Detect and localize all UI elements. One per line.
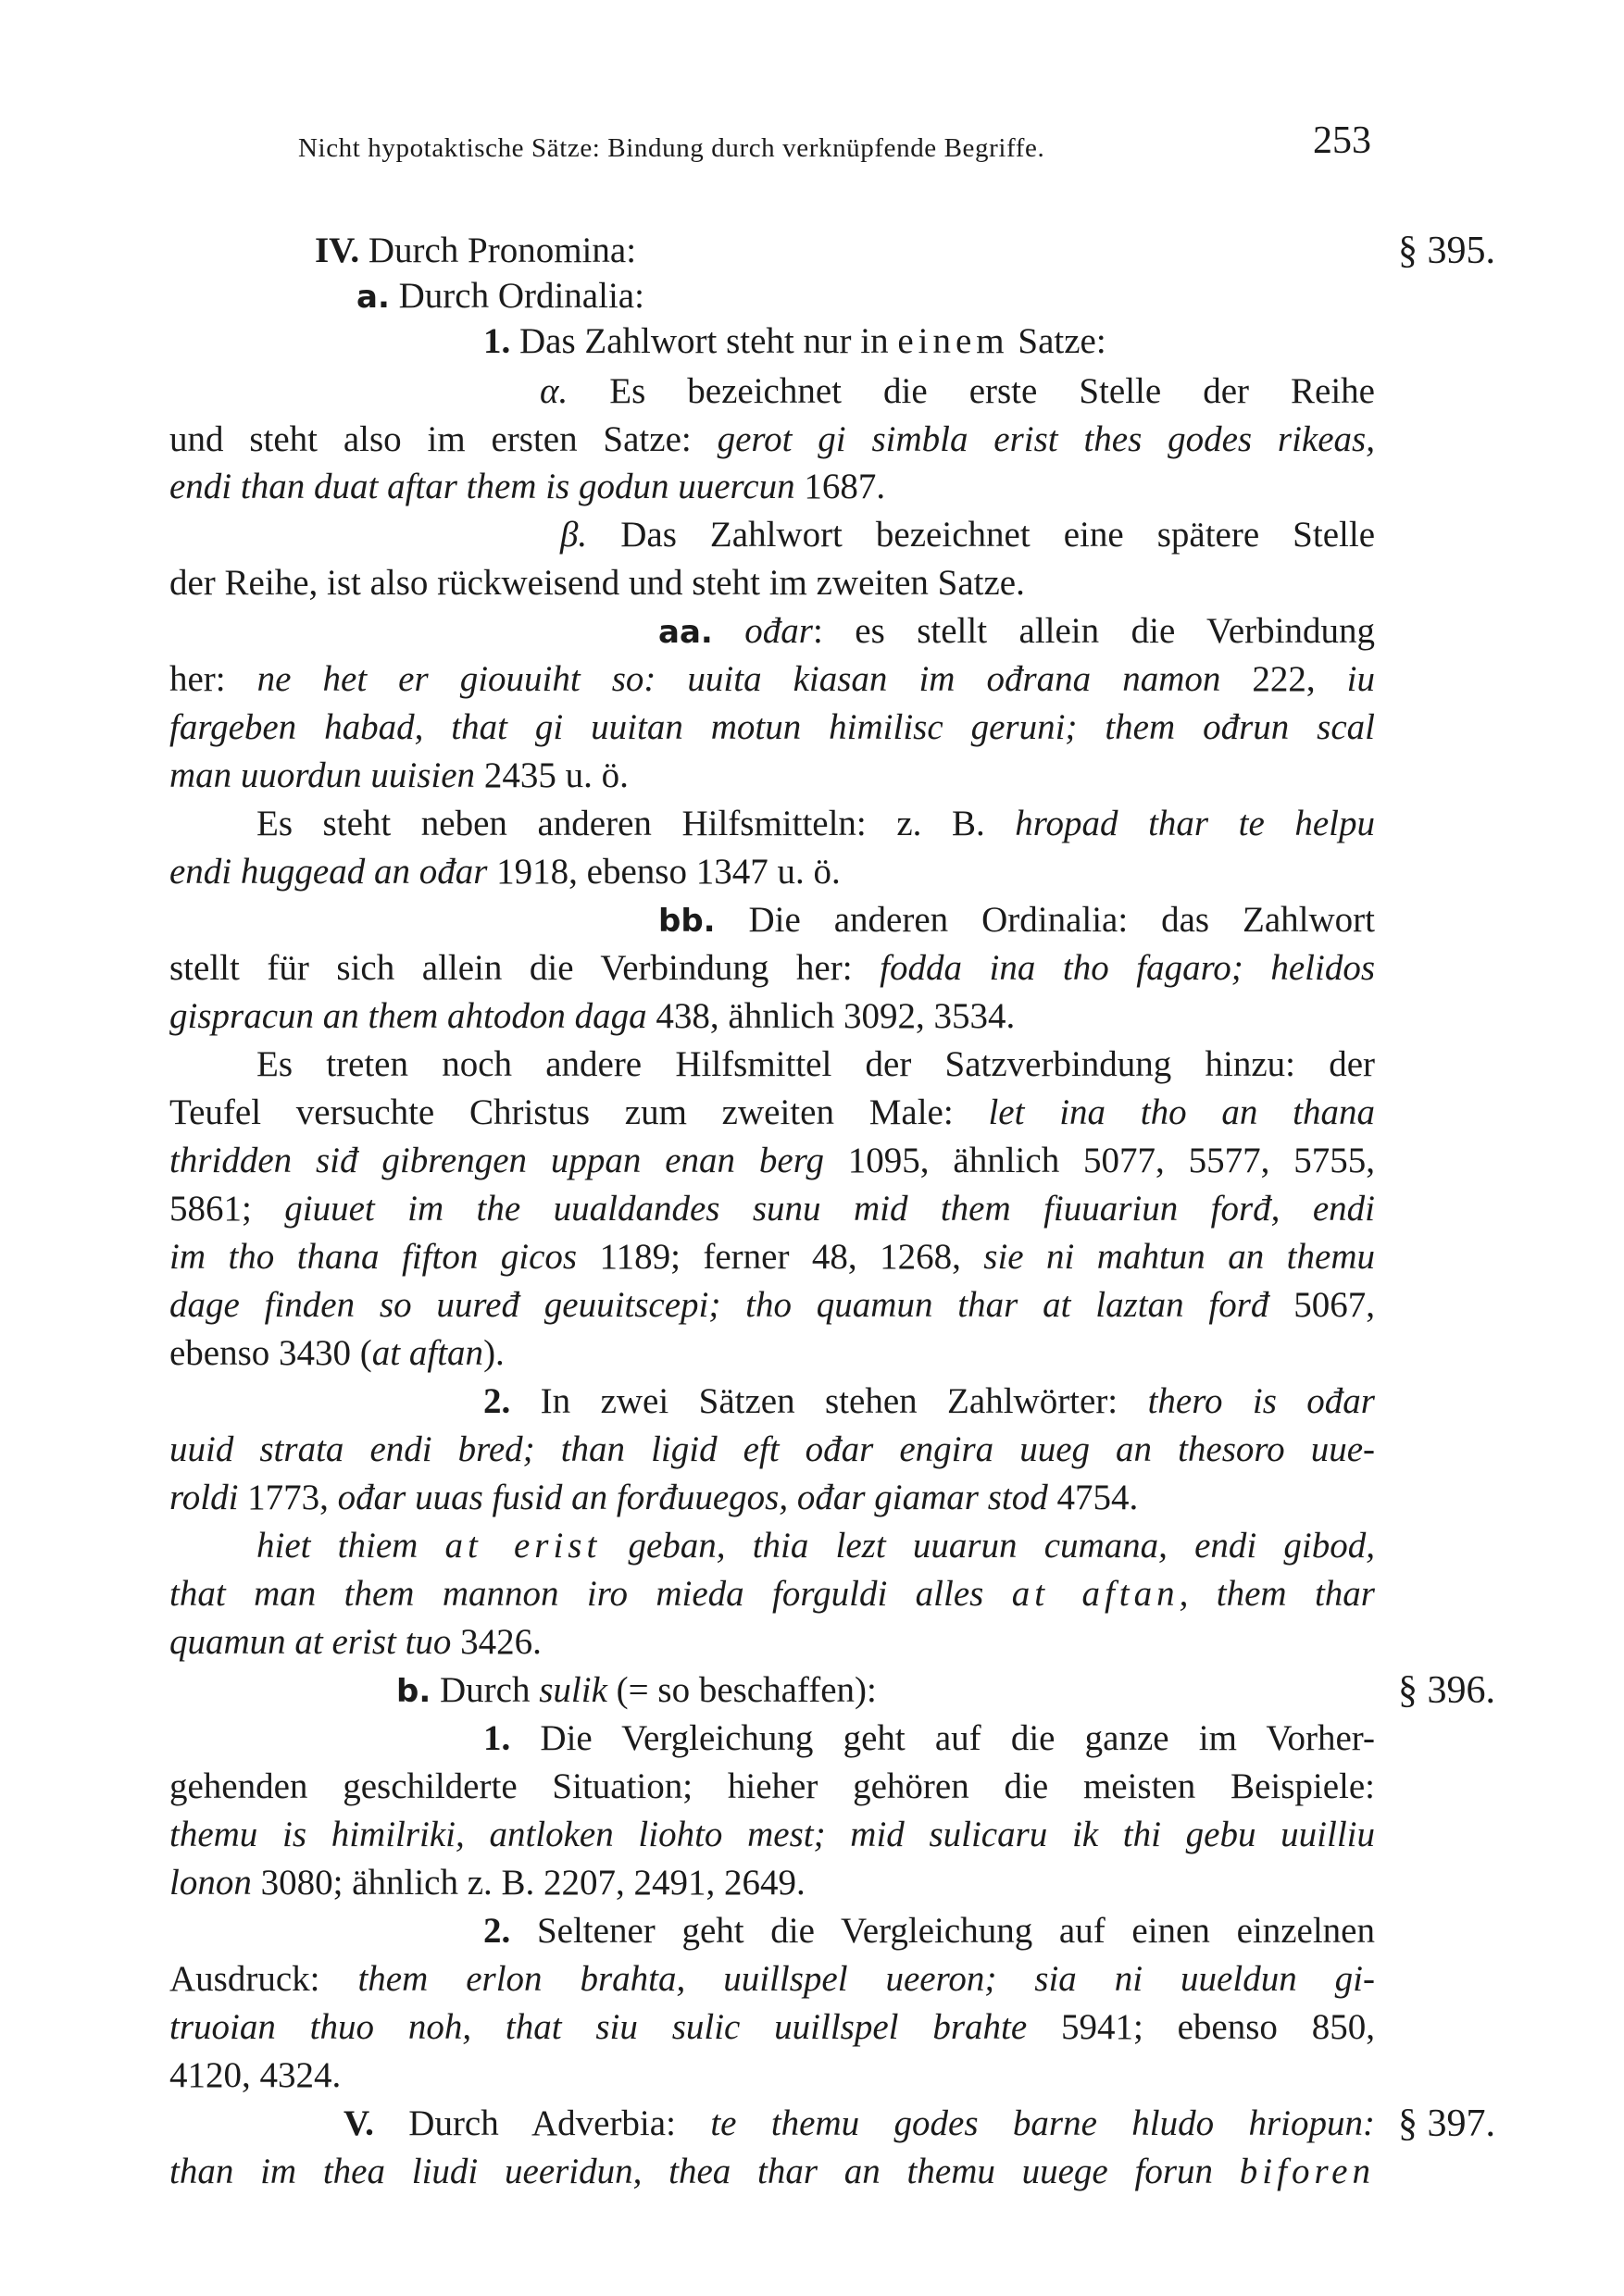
text-line [396,1664,1375,1717]
text-line [169,1134,1375,1188]
text-segment: Durch [431,1670,540,1710]
text-line [169,1616,1375,1669]
text-segment: uuid strata endi bred; than ligid eft ođar engira uueg an thesoro uue- [169,1429,1375,1469]
text-line [169,1086,1375,1140]
text-segment: truoian thuo noh, that siu sulic uuillspel brahte [169,2007,1028,2047]
text-segment: roldi [169,1478,239,1517]
text-segment: 1. [483,321,511,361]
text-segment: fargeben habad, that gi uuitan motun himilisc geruni; them ođrun scal [169,707,1375,747]
text-segment: bb. [658,903,716,940]
text-segment: 1. [483,1718,511,1758]
text-line [169,701,1375,755]
text-segment: IV. [315,231,360,270]
text-segment: sulik [539,1670,607,1710]
text-line [169,460,1375,514]
text-segment: 4754. [1047,1478,1139,1517]
text-segment: und steht also im ersten Satze: [169,419,718,459]
text-segment: that man them mannon iro mieda forguldi alles [169,1574,1012,1614]
text-segment: ođar uuas fusid an forđuuegos, ođar giamar stod [337,1478,1048,1517]
text-segment: 222, [1220,659,1347,699]
text-segment: giuuet im the uualdandes sunu mid them fiuuariun forđ, endi [284,1189,1375,1229]
text-line [344,2097,1375,2151]
text-line [483,1712,1375,1766]
text-line [169,1279,1375,1332]
text-line [169,556,1375,610]
text-segment: 5941; ebenso 850, [1027,2007,1375,2047]
text-line [169,1327,1375,1380]
text-line [658,893,1375,947]
text-line [483,1375,1375,1429]
text-segment: geban, thia lezt uuarun cumana, endi gibod, [601,1526,1375,1566]
text-segment: Es bezeichnet die erste Stelle der Reihe [568,371,1375,411]
text-segment: 2. [483,1381,511,1421]
text-segment: let ina tho an thana [988,1092,1375,1132]
text-segment: hropad thar te helpu [1015,804,1375,843]
text-segment: In zwei Sätzen stehen Zahlwörter: [510,1381,1148,1421]
text-segment: hiet thiem [256,1526,445,1566]
text-segment: man uuordun uuisien [169,755,476,795]
text-line [169,1423,1375,1477]
text-segment: (= so beschaffen): [606,1670,877,1710]
text-line [169,653,1375,706]
text-segment: them erlon brahta, uuillspel ueeron; sia ni uueldun gi- [357,1959,1375,1999]
text-segment [713,611,744,651]
text-segment: β. [560,515,588,555]
text-segment: 3426. [451,1622,542,1662]
text-line [169,1230,1375,1284]
text-segment: : es stellt allein die Verbindung [812,611,1375,651]
text-segment: Das Zahlwort steht nur in [510,321,898,361]
text-segment: at aftan [1011,1574,1180,1614]
text-line [169,1567,1375,1621]
text-line [483,1904,1375,1958]
text-segment: thero is ođar [1147,1381,1375,1421]
text-segment: ). [483,1333,505,1373]
text-line [169,1856,1375,1910]
text-segment: gispracun an them ahtodon daga [169,996,647,1036]
text-segment: stellt für sich allein die Verbindung her: [169,948,881,988]
text-segment: gehenden geschilderte Situation; hieher gehören die meisten Beispiele: [169,1766,1375,1806]
text-segment: Durch Adverbia: [373,2103,711,2143]
text-segment: 1095, ähnlich 5077, 5577, 5755, [823,1141,1375,1180]
text-segment: V. [344,2103,374,2143]
text-segment: 1918, ebenso 1347 u. ö. [487,852,841,892]
text-segment: einem [897,321,1009,361]
page-number: 253 [1313,119,1371,162]
text-segment: 1773, [238,1478,338,1517]
text-segment: quamun at erist tuo [169,1622,452,1662]
text-segment: ebenso 3430 ( [169,1333,372,1373]
text-segment: α. [540,371,568,411]
text-segment: endi than duat aftar them is godun uuercun [169,467,795,506]
text-line [169,1182,1375,1236]
text-segment: , them thar [1179,1574,1375,1614]
text-segment: at erist [444,1526,602,1566]
text-line [560,508,1375,562]
text-segment: at aftan [371,1333,484,1373]
text-line [169,845,1375,899]
text-segment: b. [396,1673,431,1710]
text-segment: Es steht neben anderen Hilfsmitteln: z. B. [256,804,1016,843]
text-segment: iu [1346,659,1376,699]
text-line [169,2049,1375,2103]
text-segment: te themu godes barne hludo hriopun: [710,2103,1376,2143]
text-line [169,942,1375,995]
text-line [169,749,1375,803]
text-segment: biforen [1239,2152,1375,2191]
text-line [256,1038,1375,1092]
text-line [169,1471,1375,1525]
text-segment: dage finden so uuređ geuuitscepi; tho quamun thar at laztan forđ [169,1285,1269,1325]
text-segment: gerot gi simbla erist thes godes rikeas, [717,419,1375,459]
text-segment: Ausdruck: [169,1959,358,1999]
text-segment: ođar [744,611,813,651]
text-segment: der Reihe, ist also rückweisend und steht im zweiten Satze. [169,563,1025,603]
text-line [169,2001,1375,2054]
text-segment: thridden siđ gibrengen uppan enan berg [169,1141,824,1180]
text-segment: endi huggead an ođar [169,852,488,892]
text-segment: 1687. [794,467,886,506]
text-segment: im tho thana fifton gicos [169,1237,578,1277]
text-segment: themu is himilriki, antloken liohto mest; mid sulicaru ik thi gebu uuilliu [169,1815,1375,1854]
text-segment: a. [356,279,390,316]
text-segment: her: [169,659,257,699]
text-segment: 3080; ähnlich z. B. 2207, 2491, 2649. [251,1863,806,1903]
text-segment: ne het er giouuiht so: uuita kiasan im ođrana namon [256,659,1221,699]
text-segment: Durch Pronomina: [359,231,637,270]
text-segment: Es treten noch andere Hilfsmittel der Satzverbindung hinzu: der [256,1044,1375,1084]
text-segment: Seltener geht die Vergleichung auf einen einzelnen [510,1911,1375,1951]
text-line [169,2145,1375,2199]
text-segment: 1189; ferner 48, 1268, [577,1237,984,1277]
text-segment: 4120, 4324. [169,2055,342,2095]
section-mark: § 396. [1398,1669,1495,1712]
text-segment: Satze: [1008,321,1106,361]
text-segment: lonon [169,1863,252,1903]
text-line [169,1760,1375,1814]
text-line [169,1953,1375,2006]
text-segment: Teufel versuchte Christus zum zweiten Male: [169,1092,989,1132]
section-mark: § 397. [1398,2103,1495,2145]
text-segment: Die Vergleichung geht auf die ganze im Vorher- [510,1718,1375,1758]
text-segment: than im thea liudi ueeridun, thea thar an themu uuege forun [169,2152,1240,2191]
text-segment: Die anderen Ordinalia: das Zahlwort [715,900,1375,940]
section-mark: § 395. [1398,230,1495,272]
text-line [169,990,1375,1043]
text-line [483,315,1375,368]
text-segment: 5067, [1268,1285,1375,1325]
text-line [540,365,1375,418]
text-segment: aa. [658,614,713,651]
text-line [169,413,1375,467]
text-segment: sie ni mahtun an themu [983,1237,1375,1277]
running-title: Nicht hypotaktische Sätze: Bindung durch verknüpfende Begriffe. [298,133,1045,163]
text-segment: fodda ina tho fagaro; helidos [880,948,1375,988]
text-line [256,797,1375,851]
text-segment: Das Zahlwort bezeichnet eine spätere Stelle [587,515,1375,555]
text-line [658,605,1375,658]
text-line [169,1808,1375,1862]
text-segment: 2435 u. ö. [475,755,629,795]
text-segment: Durch Ordinalia: [389,276,644,316]
text-line [256,1519,1375,1573]
text-segment: 438, ähnlich 3092, 3534. [646,996,1016,1036]
text-segment: 5861; [169,1189,285,1229]
text-segment: 2. [483,1911,511,1951]
